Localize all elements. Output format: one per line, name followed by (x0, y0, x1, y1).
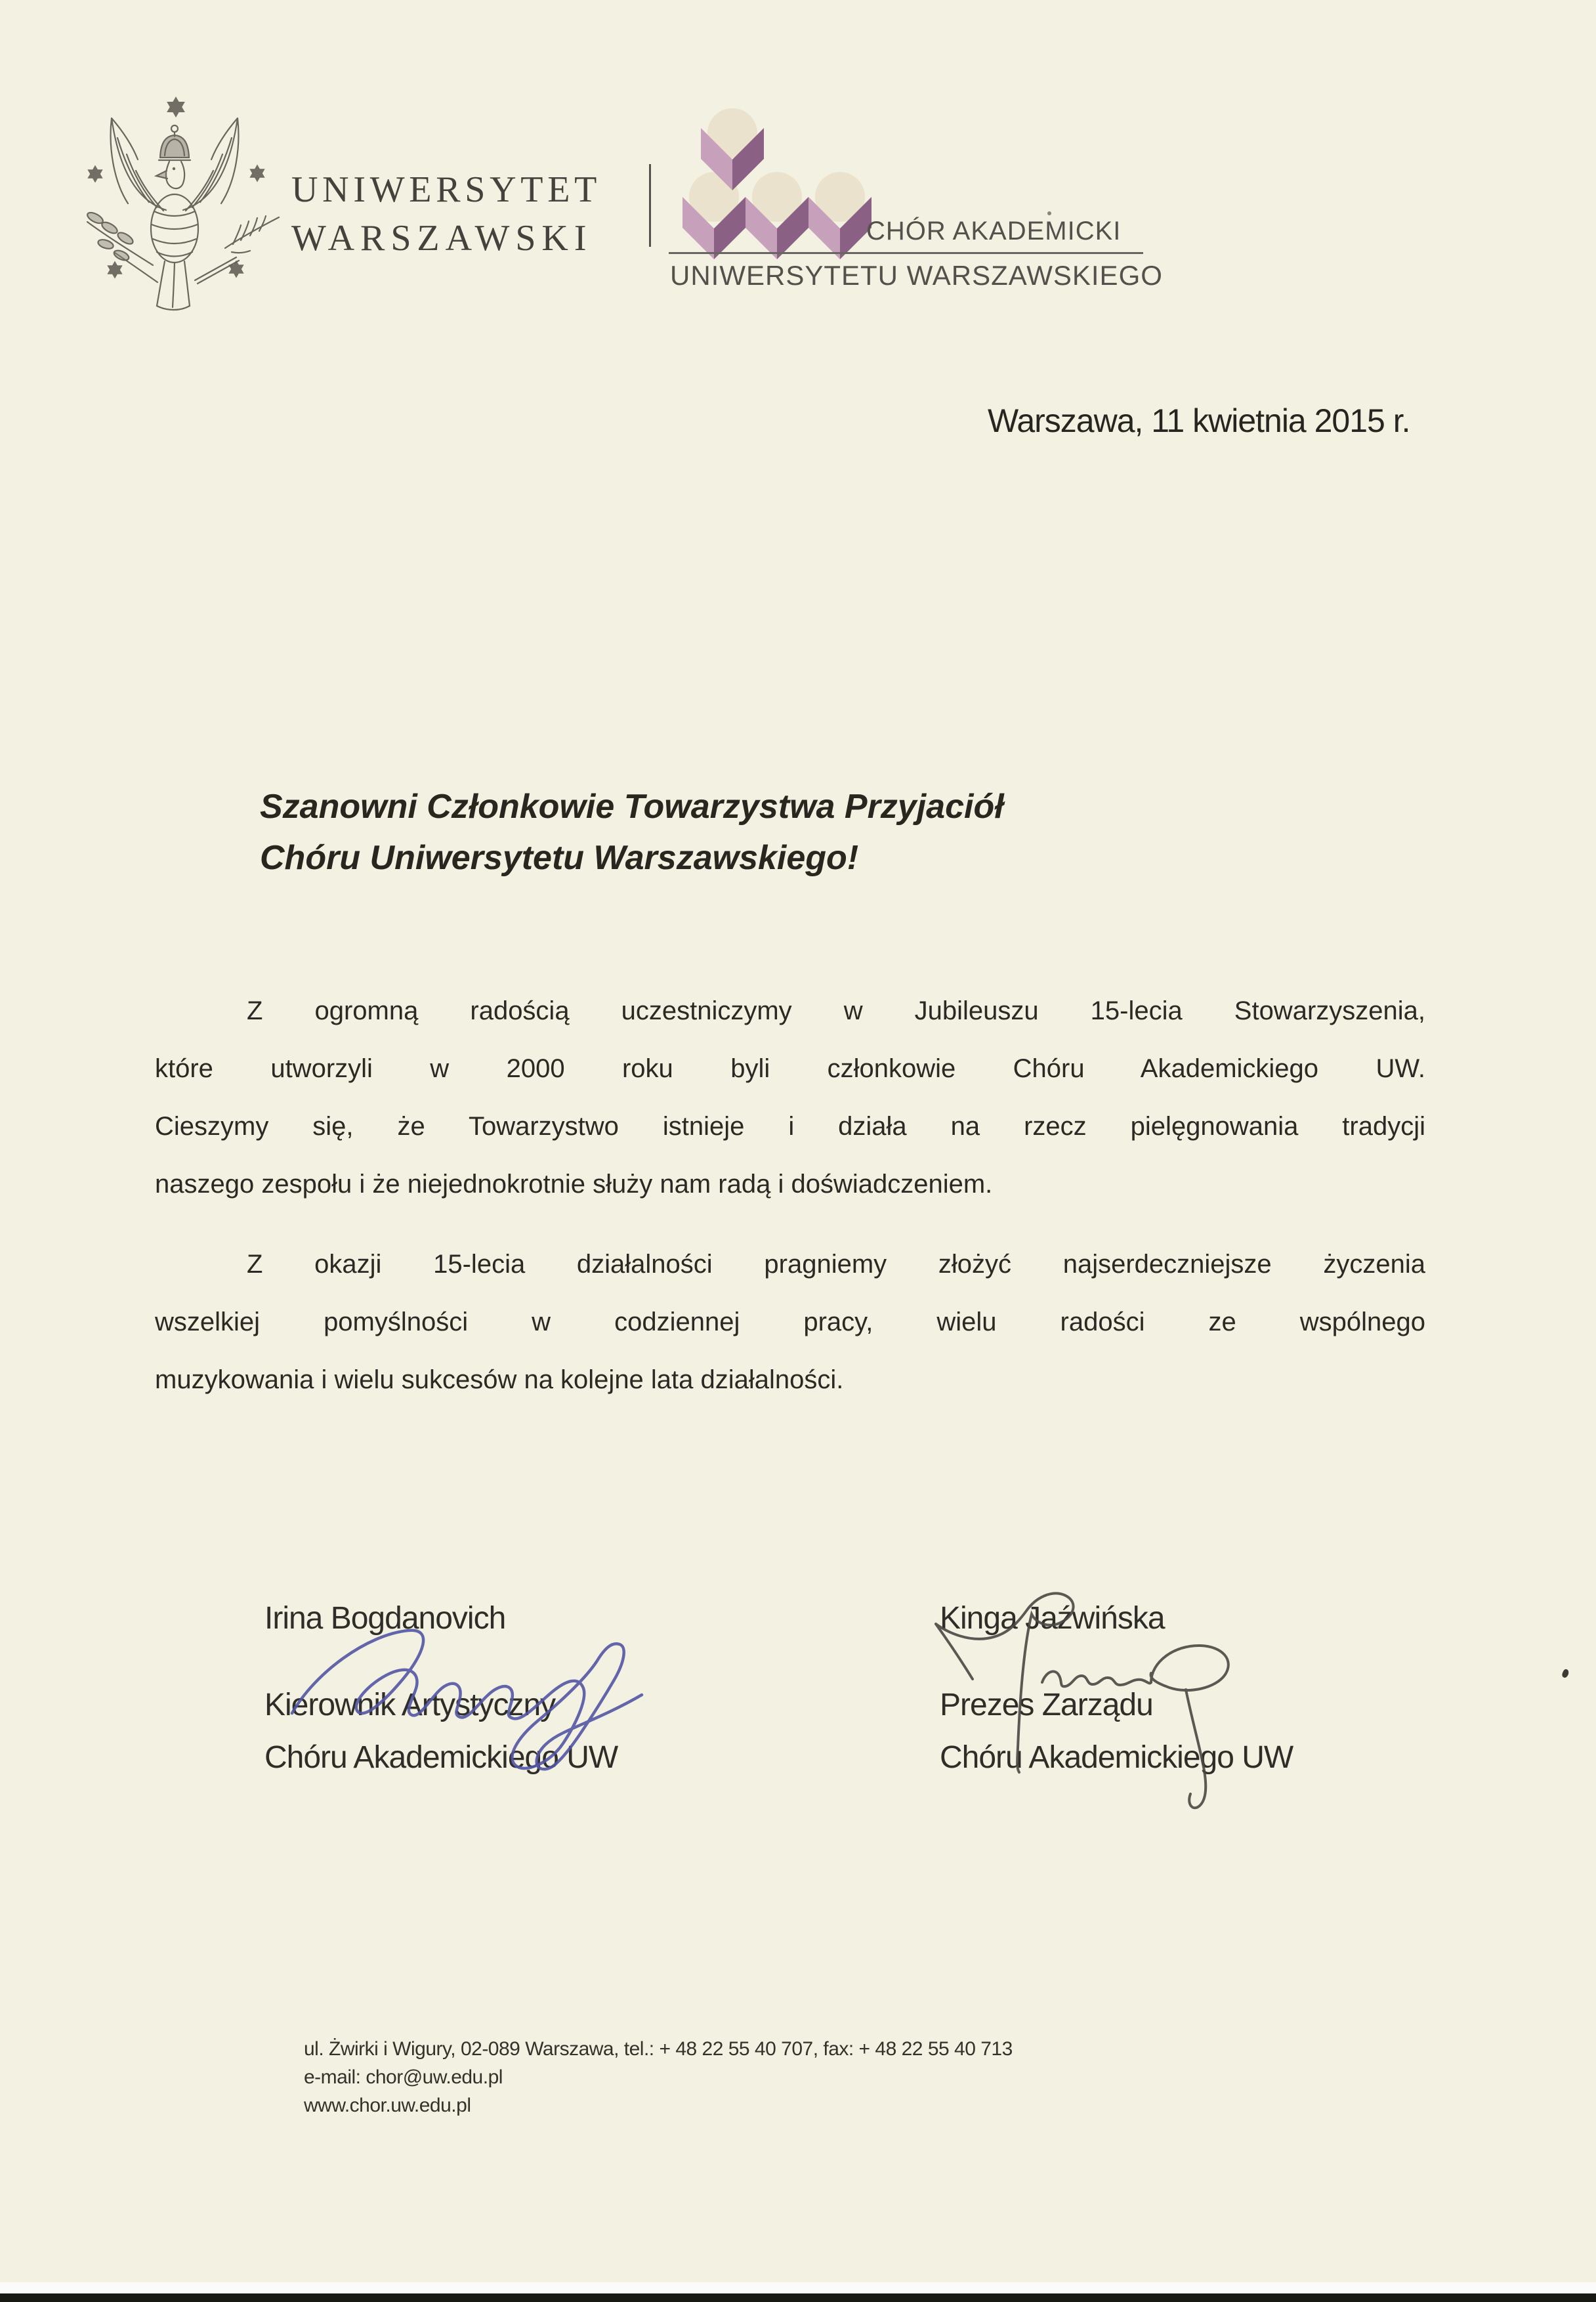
choir-chevrons-mark-icon (669, 102, 886, 266)
signer-left-title: Kierownik Artystyczny (264, 1688, 556, 1722)
university-name-line2: WARSZAWSKI (291, 218, 593, 259)
salutation-line2: Chóru Uniwersytetu Warszawskiego! (260, 839, 859, 877)
paragraph-1-line: naszego zespołu i że niejednokrotnie służy nam radą i doświadczeniem. (155, 1170, 993, 1199)
uw-eagle-emblem-icon (75, 92, 285, 315)
choir-name-line2: UNIWERSYTETU WARSZAWSKIEGO (670, 260, 1163, 291)
paragraph-2 (155, 1235, 1425, 1409)
paragraph-1 (155, 982, 1425, 1213)
university-name-line1: UNIWERSYTET (291, 169, 602, 210)
footer-email: e-mail: chor@uw.edu.pl (304, 2066, 503, 2088)
signer-left-name: Irina Bogdanovich (264, 1601, 506, 1636)
signer-right-name: Kinga Jaźwińska (940, 1601, 1165, 1636)
paragraph-2-line: wszelkiej pomyślności w codziennej pracy, wielu radości ze wspólnego (155, 1308, 1425, 1336)
signer-left-organization: Chóru Akademickiego UW (264, 1740, 618, 1775)
footer-address: ul. Żwirki i Wigury, 02-089 Warszawa, tel.: + 48 22 55 40 707, fax: + 48 22 55 40 713 (304, 2038, 1013, 2060)
salutation-line1: Szanowni Członkowie Towarzystwa Przyjaciół (260, 788, 1004, 826)
paragraph-1-line: Cieszymy się, że Towarzystwo istnieje i działa na rzecz pielęgnowania tradycji (155, 1112, 1425, 1141)
paragraph-2-line: Z okazji 15-lecia działalności pragniemy złożyć najserdeczniejsze życzenia (247, 1250, 1425, 1279)
salutation (260, 781, 1004, 884)
scan-edge-white-strip (0, 2282, 1596, 2293)
scan-edge-black-strip (0, 2293, 1596, 2302)
signer-right-organization: Chóru Akademickiego UW (940, 1740, 1293, 1775)
paragraph-2-line: muzykowania i wielu sukcesów na kolejne lata działalności. (155, 1365, 844, 1394)
choir-name-line1: CHÓR AKADEMICKI (866, 217, 1122, 245)
signer-right-title: Prezes Zarządu (940, 1688, 1153, 1722)
letterhead-divider (649, 164, 651, 247)
choir-name-rule (669, 252, 1143, 254)
footer-contact (304, 2035, 1013, 2120)
footer-website: www.chor.uw.edu.pl (304, 2095, 471, 2116)
ink-speck (1047, 211, 1051, 215)
paragraph-1-line: Z ogromną radością uczestniczymy w Jubileuszu 15-lecia Stowarzyszenia, (247, 996, 1425, 1025)
university-name (291, 165, 601, 263)
handwritten-signature-right (925, 1582, 1240, 1818)
paragraph-1-line: które utworzyli w 2000 roku byli członkowie Chóru Akademickiego UW. (155, 1054, 1425, 1083)
date-line: Warszawa, 11 kwietnia 2015 r. (988, 402, 1410, 439)
handwritten-signature-left (282, 1615, 650, 1785)
ink-speck (1561, 1669, 1570, 1679)
